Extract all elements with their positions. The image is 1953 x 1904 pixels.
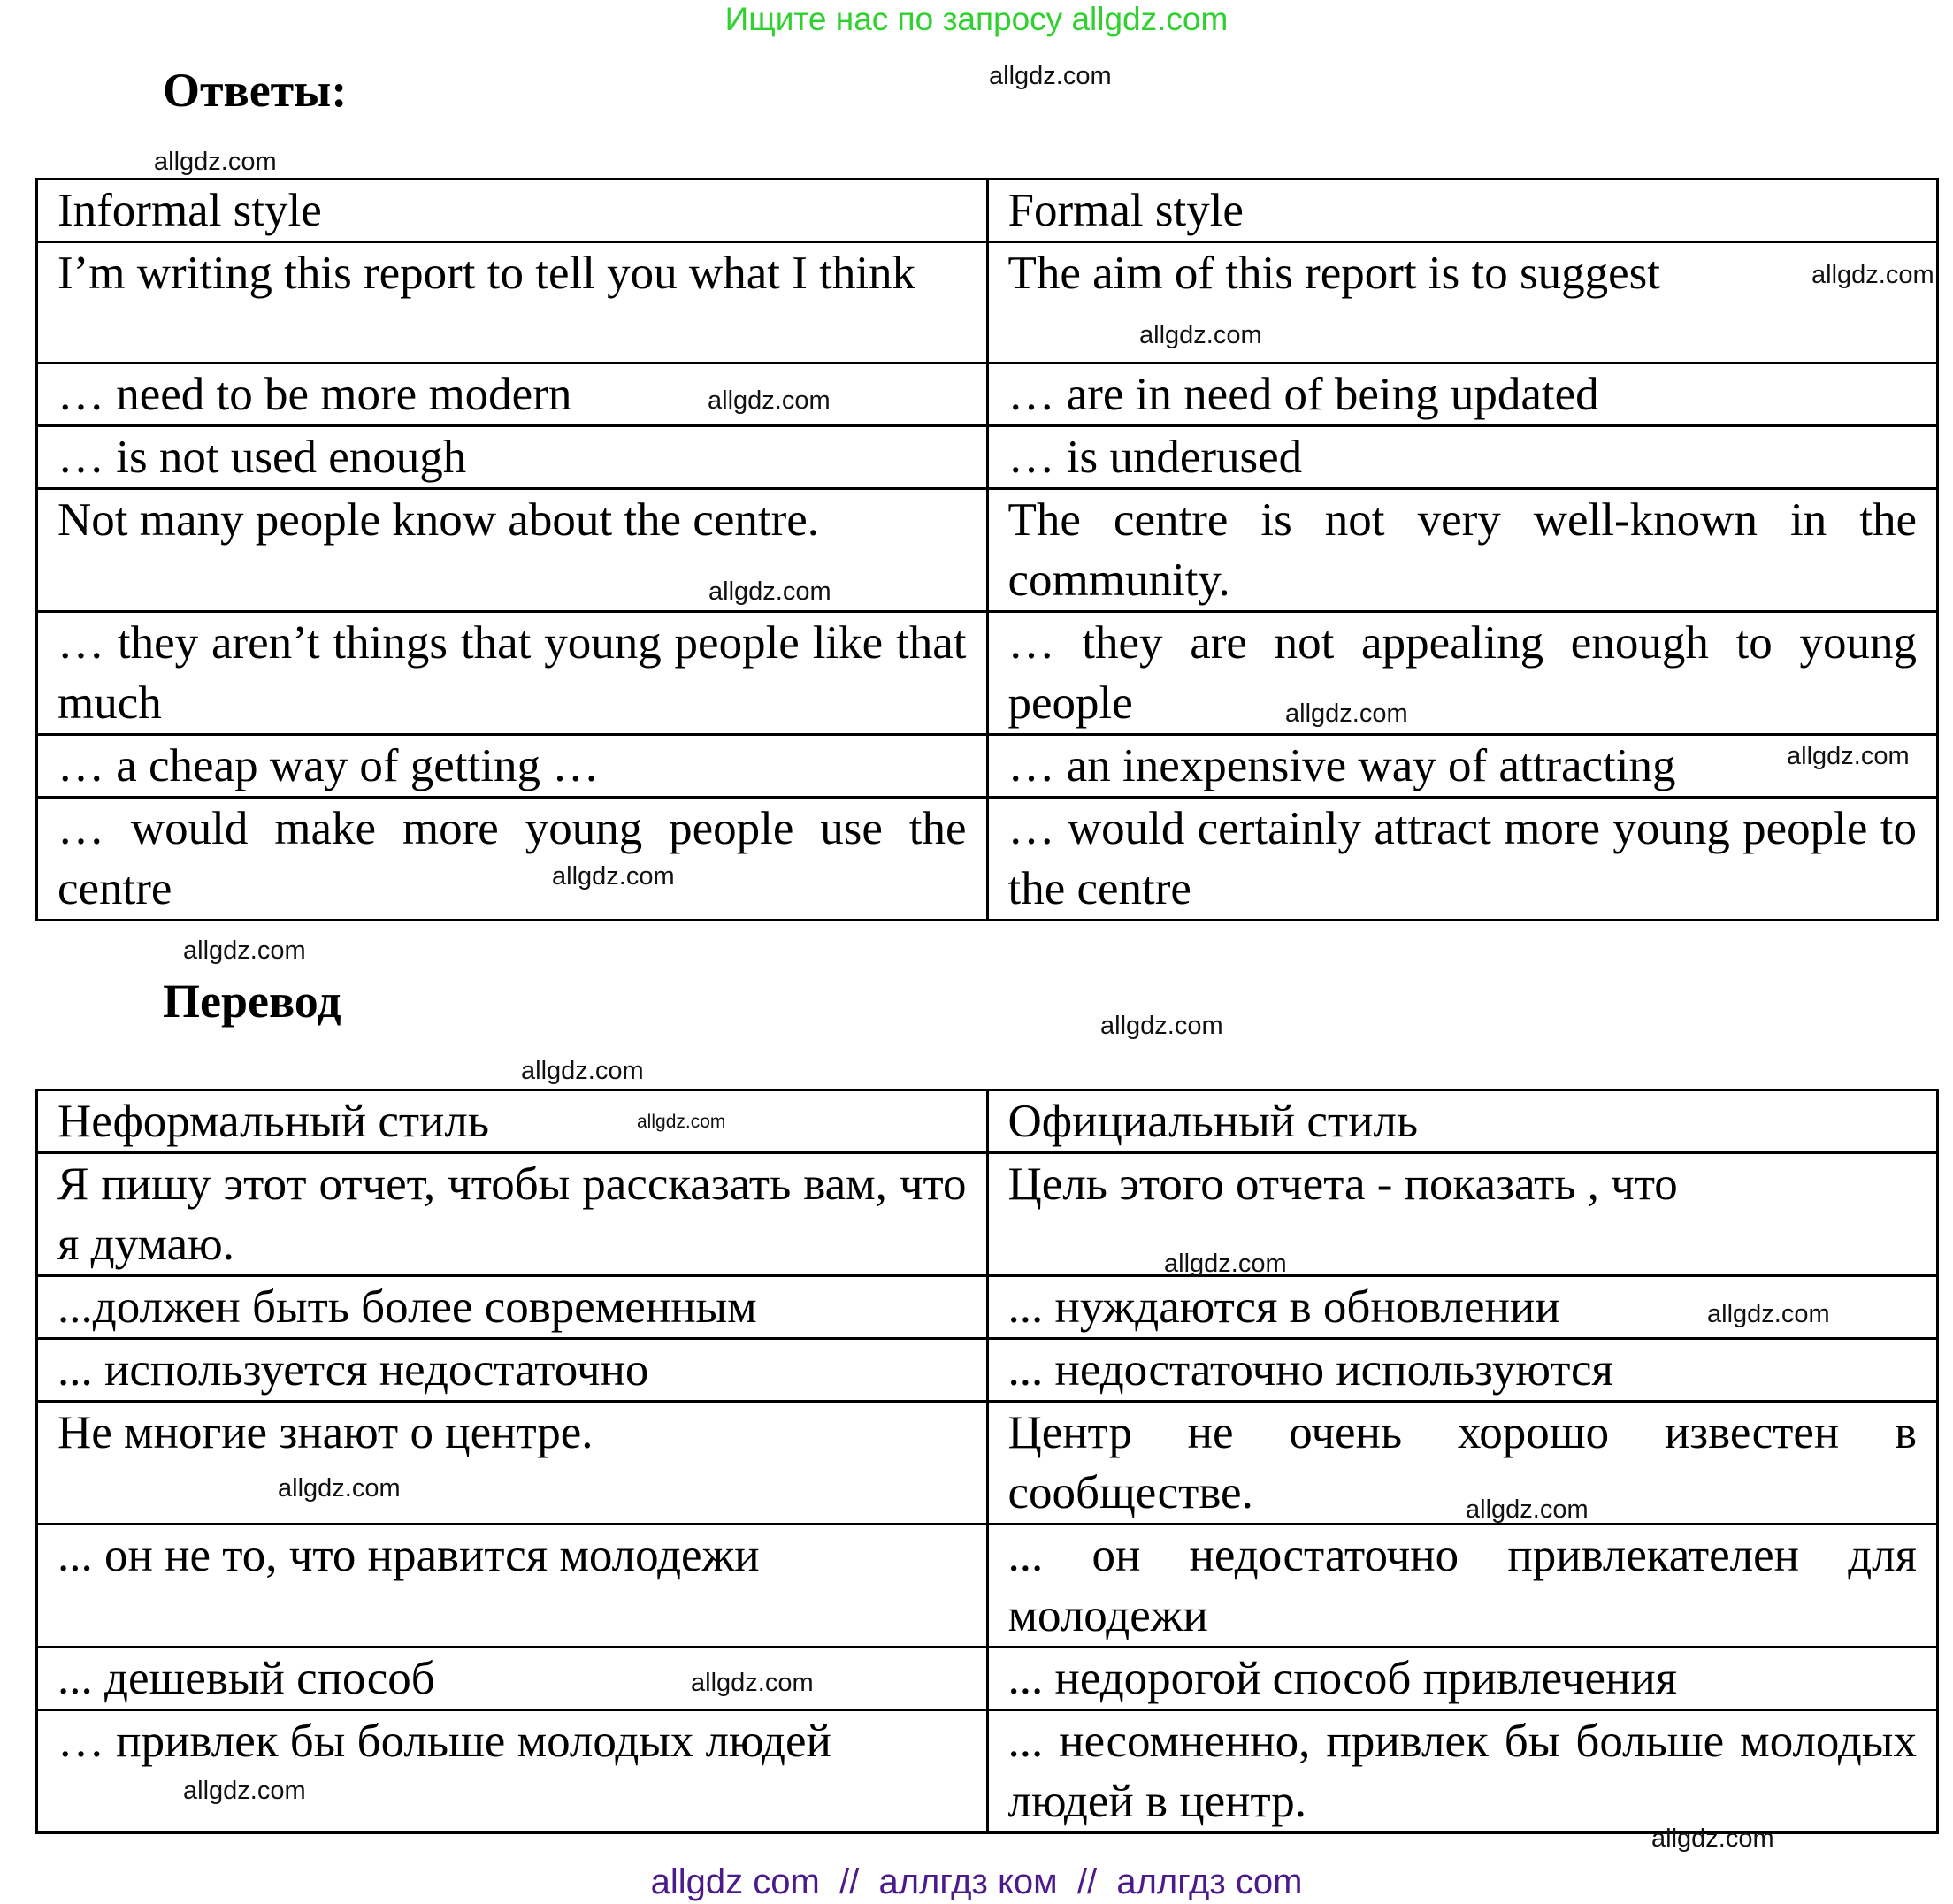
column-header-informal: Informal style [37,180,988,242]
table-cell: … would certainly attract more young people to the centre [987,798,1938,921]
watermark: allgdz.com [691,1669,814,1697]
watermark: allgdz.com [1707,1300,1830,1328]
table-cell: Центр не очень хорошо известен в сообществе. [987,1402,1938,1525]
table-row [37,242,1938,363]
watermark: allgdz.com [1787,742,1910,770]
table-cell: … an inexpensive way of attracting [987,735,1938,798]
table-cell: ... недорогой способ привлечения [987,1648,1938,1710]
watermark: allgdz.com [1285,700,1408,728]
answers-heading: Ответы: [163,64,348,117]
watermark: allgdz.com [708,386,831,415]
watermark: allgdz.com [989,62,1112,90]
table-cell: … is not used enough [37,426,988,489]
table-row [37,363,1938,426]
table-cell: ... он недостаточно привлекателен для молодежи [987,1525,1938,1648]
table-cell: The aim of this report is to suggest [987,242,1938,363]
table-cell: ...должен быть более современным [37,1276,988,1339]
table-row [37,1525,1938,1648]
table-cell: … would make more young people use the centre [37,798,988,921]
table-header-row [37,1090,1938,1153]
table-row [37,735,1938,798]
table-row [37,1402,1938,1525]
watermark: allgdz.com [708,577,831,606]
watermark: allgdz.com [1164,1250,1287,1278]
watermark: allgdz.com [183,937,306,965]
watermark: allgdz.com [278,1474,401,1503]
column-header-informal: Неформальный стиль [37,1090,988,1153]
watermark: allgdz.com [521,1057,644,1085]
table-cell: Не многие знают о центре. [37,1402,988,1525]
column-header-formal: Официальный стиль [987,1090,1938,1153]
column-header-formal: Formal style [987,180,1938,242]
table-cell: ... нуждаются в обновлении [987,1276,1938,1339]
table-cell: Цель этого отчета - показать , что [987,1153,1938,1276]
table-cell: ... используется недостаточно [37,1339,988,1402]
table-row [37,426,1938,489]
watermark: allgdz.com [552,862,675,891]
table-cell: ... он не то, что нравится молодежи [37,1525,988,1648]
table-row [37,612,1938,735]
footer-watermark: allgdz com // аллгдз ком // аллгдз com [650,1862,1303,1901]
table-cell: … they are not appealing enough to young people [987,612,1938,735]
table-row [37,1339,1938,1402]
table-row [37,1648,1938,1710]
table-header-row [37,180,1938,242]
table-cell: Not many people know about the centre. [37,489,988,612]
table-cell: … is underused [987,426,1938,489]
translation-heading: Перевод [163,975,341,1028]
table-cell: ... недостаточно используются [987,1339,1938,1402]
watermark: allgdz.com [183,1777,306,1805]
watermark: allgdz.com [154,148,277,176]
table-cell: … they aren’t things that young people like that much [37,612,988,735]
watermark: allgdz.com [637,1112,726,1132]
table-cell: I’m writing this report to tell you what I think [37,242,988,363]
table-cell: … need to be more modern [37,363,988,426]
table-row [37,1710,1938,1833]
table-row [37,1276,1938,1339]
table-cell: … a cheap way of getting … [37,735,988,798]
watermark: allgdz.com [1139,321,1262,349]
watermark: allgdz.com [1100,1012,1223,1040]
table-cell: … are in need of being updated [987,363,1938,426]
table-cell: ... несомненно, привлек бы больше молодых людей в центр. [987,1710,1938,1833]
translation-table [35,1089,1939,1834]
table-cell: … привлек бы больше молодых людей [37,1710,988,1833]
watermark: allgdz.com [1811,261,1934,289]
answers-table [35,178,1939,921]
watermark: allgdz.com [1651,1824,1774,1853]
watermark: allgdz.com [1466,1495,1589,1524]
table-row [37,489,1938,612]
table-cell: The centre is not very well-known in the community. [987,489,1938,612]
table-cell: Я пишу этот отчет, чтобы рассказать вам, что я думаю. [37,1153,988,1276]
table-cell: ... дешевый способ [37,1648,988,1710]
search-banner: Ищите нас по запросу allgdz.com [724,1,1229,37]
table-row [37,798,1938,921]
table-row [37,1153,1938,1276]
